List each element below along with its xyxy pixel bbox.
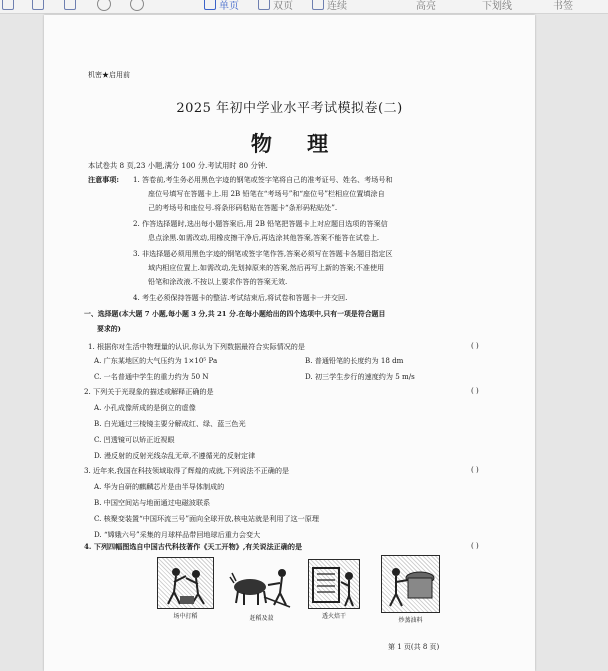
document-page xyxy=(44,15,535,671)
thumbnail-icon xyxy=(2,0,14,10)
subject-title: 物 理 xyxy=(250,131,343,156)
option: A. 小孔成像所成的是倒立的虚像 xyxy=(94,403,196,412)
option: B. 普通铅笔的长度约为 18 dm xyxy=(305,356,404,365)
page-footer: 第 1 页(共 8 页) xyxy=(388,643,440,651)
option: D. 漫反射的反射光线杂乱无章,不遵循光的反射定律 xyxy=(94,451,256,460)
section-heading: 要求的) xyxy=(97,325,121,333)
single-page-label: 单页 xyxy=(219,0,239,12)
double-page-icon xyxy=(258,0,270,10)
rotate-left-button[interactable] xyxy=(97,0,111,12)
underline-label: 下划线 xyxy=(482,0,512,12)
option: B. 中国空间站与地面通过电磁波联系 xyxy=(94,498,211,507)
question-stem: 3. 近年来,我国在科技领域取得了辉煌的成就,下列说法不正确的是 xyxy=(84,466,290,475)
illustration-caption: 场中打稻 xyxy=(173,613,198,620)
exam-title: 2025 年初中学业水平考试模拟卷(二) xyxy=(176,101,403,116)
answer-paren: ( ) xyxy=(471,542,479,550)
single-page-icon xyxy=(204,0,216,10)
illustration-caption: 透火焙干 xyxy=(321,613,346,620)
continuous-icon xyxy=(312,0,324,10)
option: C. 核聚变装置“中国环流三号”面向全球开放,核电站就是利用了这一原理 xyxy=(94,514,319,523)
notes-label: 注意事项: xyxy=(88,175,119,184)
note-line: 域内相应位置上.如需改动,先划掉原来的答案,然后再写上新的答案;不准使用 xyxy=(148,263,385,272)
rotate-right-icon xyxy=(130,0,144,11)
viewer-toolbar xyxy=(0,0,608,14)
fit-width-icon xyxy=(64,0,76,10)
layout-icon[interactable] xyxy=(2,0,17,12)
option: B. 白光通过三棱镜主要分解成红、绿、蓝三色光 xyxy=(94,419,246,428)
double-page-label: 双页 xyxy=(273,0,293,12)
note-line: 铅笔和涂改液.不按以上要求作答的答案无效. xyxy=(148,277,288,286)
option: D. 初三学生步行的速度约为 5 m/s xyxy=(305,372,415,381)
illustration-fire-drying xyxy=(308,559,360,609)
note-line: 座位号填写在答题卡上.用 2B 铅笔在“考场号”和“座位号”栏相应位置填涂自 xyxy=(148,189,385,198)
bookmark-label: 书签 xyxy=(553,0,573,12)
option: A. 广东某地区的大气压约为 1×10⁵ Pa xyxy=(94,356,218,365)
double-page-button[interactable] xyxy=(258,0,293,12)
continuous-label: 连续 xyxy=(327,0,347,12)
oil-steaming-drawing xyxy=(382,556,439,612)
fire-drying-drawing xyxy=(309,560,359,608)
note-line: 3. 非选择题必须用黑色字迹的钢笔或签字笔作答,答案必须写在答题卡各题目指定区 xyxy=(133,249,393,258)
illustration-ox-driving xyxy=(228,563,295,611)
option: C. 一名普通中学生的重力约为 50 N xyxy=(94,372,209,381)
note-line: 2. 作答选择题时,选出每小题答案后,用 2B 铅笔把答题卡上对应题目选项的答案信 xyxy=(133,219,388,228)
fit-page-button[interactable] xyxy=(32,0,47,12)
exam-info: 本试卷共 8 页,23 小题,满分 100 分.考试用时 80 分钟. xyxy=(88,161,268,170)
illustration-caption: 赶稻及菽 xyxy=(249,615,274,622)
secret-mark: 机密★启用前 xyxy=(88,71,130,79)
rotate-left-icon xyxy=(97,0,111,11)
option: D. “嫦娥六号”采集的月球样品带回地球后重力会变大 xyxy=(94,530,261,539)
question-stem: 1. 根据你对生活中物理量的认识,你认为下列数据最符合实际情况的是 xyxy=(88,342,305,351)
answer-paren: ( ) xyxy=(471,387,479,395)
note-line: 息点涂黑.如需改动,用橡皮擦干净后,再选涂其他答案,答案不能答在试卷上. xyxy=(148,233,380,242)
note-line: 1. 答卷前,考生务必用黑色字迹的钢笔或签字笔将自己的准考证号、姓名、考场号和 xyxy=(133,175,393,184)
highlight-button[interactable] xyxy=(416,0,436,12)
answer-paren: ( ) xyxy=(471,342,479,350)
bookmark-button[interactable] xyxy=(553,0,573,12)
illustration-caption: 炒蒸油料 xyxy=(398,617,423,624)
option: C. 凹透镜可以矫正近视眼 xyxy=(94,435,175,444)
note-line: 己的考场号和座位号.将条形码粘贴在答题卡“条形码粘贴处”. xyxy=(148,203,338,212)
underline-button[interactable] xyxy=(482,0,512,12)
illustration-oil-steaming xyxy=(381,555,440,613)
threshing-drawing xyxy=(158,558,213,608)
rotate-right-button[interactable] xyxy=(130,0,144,12)
answer-paren: ( ) xyxy=(471,466,479,474)
highlight-label: 高亮 xyxy=(416,0,436,12)
note-line: 4. 考生必须保持答题卡的整洁.考试结束后,将试卷和答题卡一并交回. xyxy=(133,293,348,302)
section-heading: 一、选择题(本大题 7 小题,每小题 3 分,共 21 分.在每小题给出的四个选项中,只有一项是符合题目 xyxy=(84,310,386,318)
ox-driving-drawing xyxy=(228,563,295,611)
question-stem: 4. 下列四幅图选自中国古代科技著作《天工开物》,有关说法正确的是 xyxy=(84,542,303,551)
single-page-button[interactable] xyxy=(204,0,239,12)
fit-width-button[interactable] xyxy=(64,0,79,12)
fit-page-icon xyxy=(32,0,44,10)
continuous-button[interactable] xyxy=(312,0,347,12)
illustration-threshing xyxy=(157,557,214,609)
option: A. 华为自研的麒麟芯片是由半导体制成的 xyxy=(94,482,225,491)
question-stem: 2. 下列关于光现象的描述或解释正确的是 xyxy=(84,387,214,396)
